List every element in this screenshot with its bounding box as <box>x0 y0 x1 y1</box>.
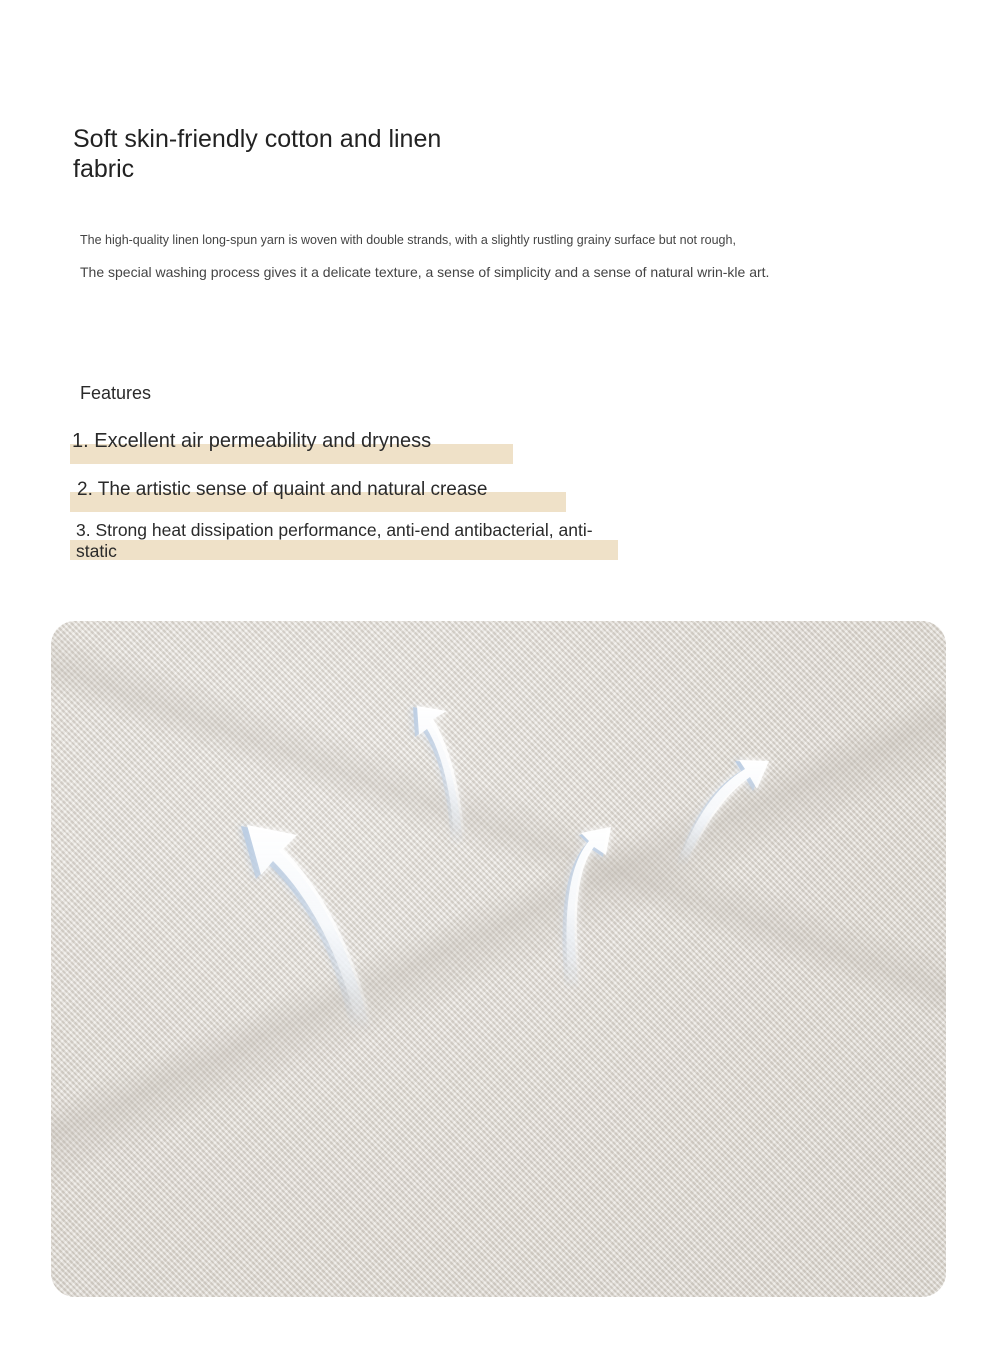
fabric-texture-image <box>51 621 946 1297</box>
page-title: Soft skin-friendly cotton and linen fabric <box>73 125 442 183</box>
arrow-icon-right <box>676 760 769 866</box>
arrow-icon-center <box>413 706 465 846</box>
description-line-2: The special washing process gives it a delicate texture, a sense of simplicity and a sense of natural wrin-kle art. <box>80 264 770 280</box>
airflow-arrows-icon <box>51 621 946 1297</box>
features-heading: Features <box>80 383 152 403</box>
feature-item-1 <box>70 428 515 466</box>
feature-label: 1. Excellent air permeability and dryness <box>72 430 432 452</box>
feature-item-3 <box>70 520 620 562</box>
feature-item-2 <box>70 478 568 514</box>
arrow-icon-lower <box>563 827 611 991</box>
arrow-icon-left <box>241 825 373 1031</box>
feature-label: 2. The artistic sense of quaint and natural crease <box>77 479 488 500</box>
feature-label: 3. Strong heat dissipation performance, anti-end antibacterial, anti-static <box>76 520 593 561</box>
description-line-1: The high-quality linen long-spun yarn is woven with double strands, with a slightly rustling grainy surface but not rough, <box>80 233 736 247</box>
